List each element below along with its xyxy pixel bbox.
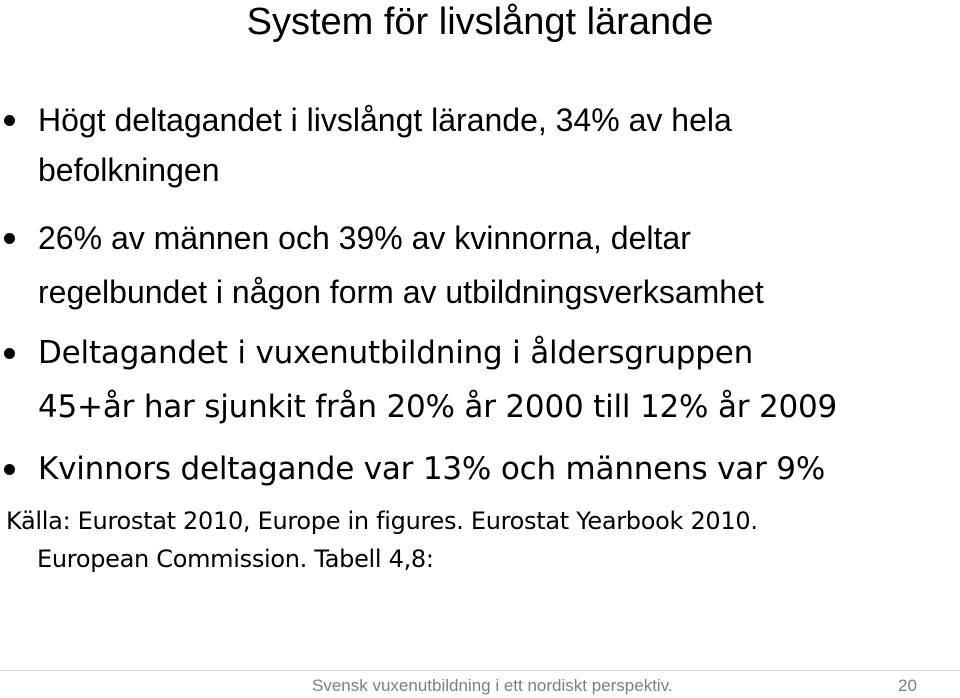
- source-line: Källa: Eurostat 2010, Europe in figures. Eurostat Yearbook 2010.: [6, 507, 758, 535]
- page-number: 20: [898, 676, 917, 695]
- slide-title: System för livslångt lärande: [246, 1, 714, 43]
- footer-divider: [0, 670, 960, 671]
- bullet-marker: [4, 233, 15, 244]
- bullet-marker: [4, 348, 15, 359]
- source-note: [6, 502, 946, 578]
- bullet-text-line: befolkningen: [38, 152, 220, 188]
- bullet-text-line: 45+år har sjunkit från 20% år 2000 till 12% år 2009: [38, 389, 838, 425]
- footer-text: Svensk vuxenutbildning i ett nordiskt perspektiv.: [312, 676, 673, 695]
- bullet-marker: [4, 115, 15, 126]
- source-line: European Commission. Tabell 4,8:: [37, 545, 434, 573]
- bullet-text-line: regelbundet i någon form av utbildningsverksamhet: [38, 274, 764, 310]
- bullet-text-line: Högt deltagandet i livslångt lärande, 34% av hela: [38, 102, 732, 138]
- bullet-text-line: Deltagandet i vuxenutbildning i åldersgruppen: [38, 335, 754, 371]
- bullet-text-line: 26% av männen och 39% av kvinnorna, deltar: [38, 220, 691, 256]
- bullet-text-line: Kvinnors deltagande var 13% och männens var 9%: [38, 451, 826, 487]
- bullet-marker: [4, 464, 15, 475]
